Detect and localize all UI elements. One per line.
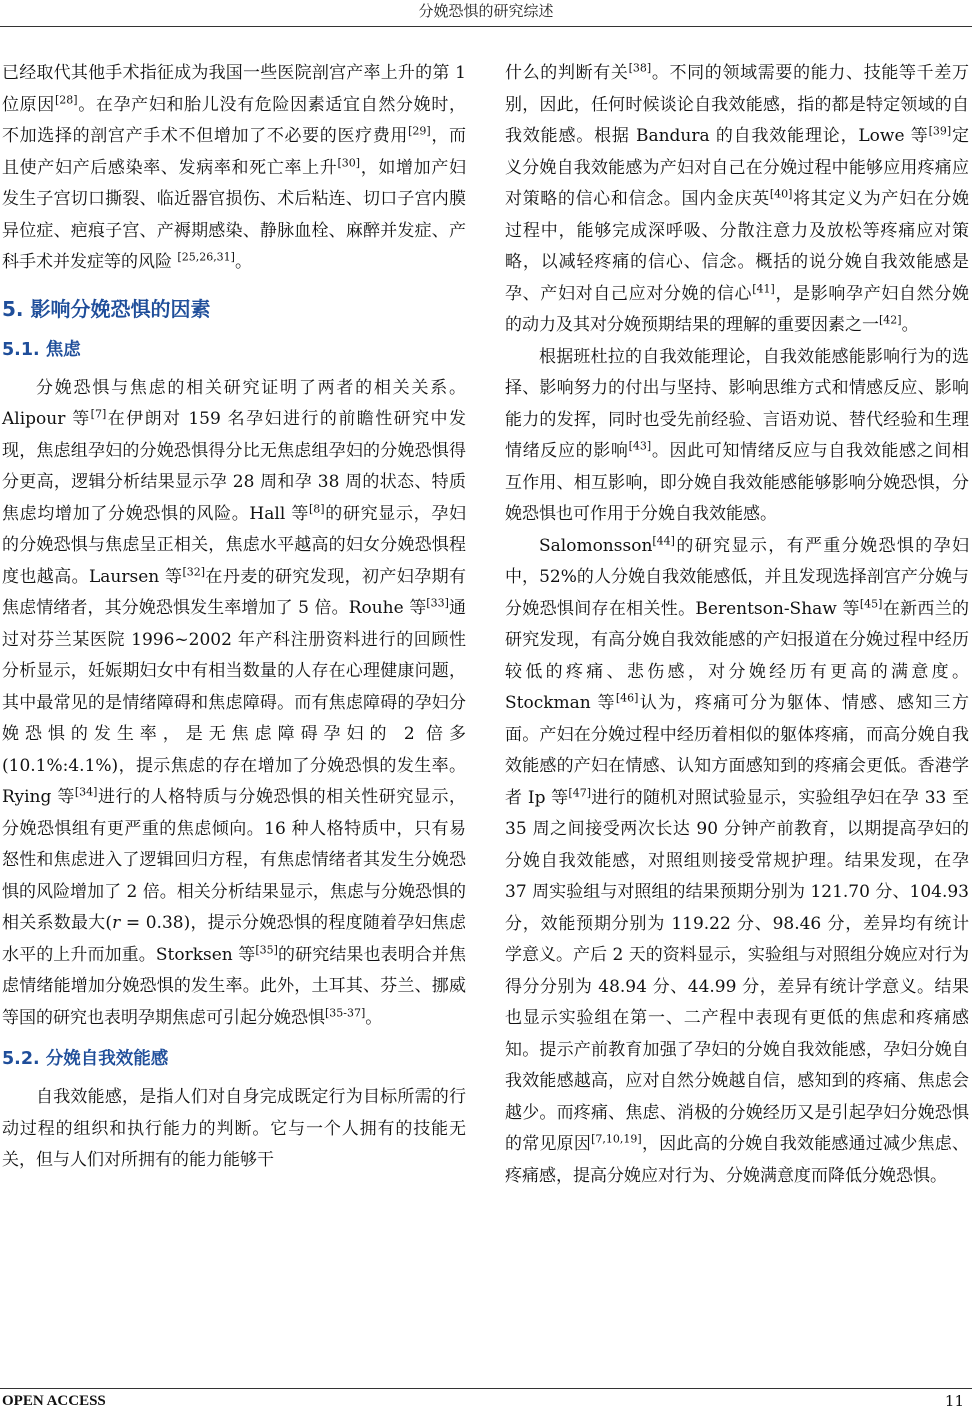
citation-ref: [38] <box>628 61 652 75</box>
citation-ref: [8] <box>309 501 325 515</box>
running-header <box>0 0 972 27</box>
citation-ref: [43] <box>628 439 652 453</box>
open-access-label: OPEN ACCESS <box>2 1393 106 1409</box>
text-run: ，因此高的分娩自我效能感通过减少焦虑、疼痛感，提高分娩应对行为、分娩满意度而降低分娩恐惧。 <box>505 1134 970 1186</box>
text-run: 。 <box>365 1007 383 1028</box>
text-run: 在伊朗对 159 名孕妇进行的前瞻性研究中发现，焦虑组孕妇的分娩恐惧得分比无焦虑组孕妇的分娩恐惧得分更高，逻辑分析结果显示孕 28 周和孕 38 周的状态、特质焦虑均增加了分娩恐惧的风险。Hall 等 <box>2 409 467 524</box>
citation-ref: [35-37] <box>325 1005 366 1019</box>
paragraph <box>505 342 969 531</box>
citation-ref: [7,10,19] <box>591 1132 642 1146</box>
text-run: = 0.38)，提示分娩恐惧的程度随着孕妇焦虑水平的上升而加重。Storksen 等 <box>2 913 466 965</box>
paragraph <box>505 58 969 342</box>
text-run: 根据班杜拉的自我效能理论，自我效能感能影响行为的选择、影响努力的付出与坚持、影响思维方式和情感反应、影响能力的发挥，同时也受先前经验、言语劝说、替代经验和生理情绪反应的影响 <box>505 346 969 461</box>
text-run: 认为，疼痛可分为躯体、情感、感知三方面。产妇在分娩过程中经历着相似的躯体疼痛，而高分娩自我效能感的产妇在情感、认知方面感知到的疼痛会更低。香港学者 Ip 等 <box>505 693 969 808</box>
text-run: 。 <box>901 315 919 335</box>
text-run: 将其定义为产妇在分娩过程中，能够完成深呼吸、分散注意力及放松等疼痛应对策略，以减轻疼痛的信心、信念。概括的说分娩自我效能感是孕、产妇对自己应对分娩的信心 <box>505 189 969 304</box>
paragraph <box>2 1082 466 1177</box>
page-number: 11 <box>944 1392 964 1410</box>
citation-ref: [42] <box>879 313 902 327</box>
citation-ref: [29] <box>408 124 431 138</box>
text-run: 的研究显示，有严重分娩恐惧的孕妇中，52%的人分娩自我效能感低，并且发现选择剖宫产分娩与分娩恐惧间存在相关性。Berentson-Shaw 等 <box>505 535 969 619</box>
text-run: Salomonsson <box>539 535 653 556</box>
text-run: 进行的人格特质与分娩恐惧的相关性研究显示，分娩恐惧组有更严重的焦虑倾向。16 种人格特质中，只有易怒性和焦虑进入了逻辑回归方程，有焦虑情绪者其发生分娩恐惧的风险增加了 2 倍。相关分析结果显示，焦虑与分娩恐惧的相关系数最大( <box>2 787 466 933</box>
citation-ref: [34] <box>74 785 98 799</box>
subsection-heading-5-1: 5.1. 焦虑 <box>2 339 81 360</box>
page-footer <box>0 1388 972 1412</box>
citation-ref: [46] <box>615 691 639 705</box>
journal-title: 分娩恐惧的研究综述 <box>418 2 554 20</box>
italic-symbol: r <box>112 913 121 933</box>
citation-ref: [44] <box>652 533 675 547</box>
citation-ref: [33] <box>426 596 449 610</box>
citation-ref: [40] <box>769 187 793 201</box>
text-run: 在丹麦的研究发现，初产妇孕期有焦虑情绪者，其分娩恐惧发生率增加了 5 倍。Rouhe 等 <box>2 566 467 618</box>
text-run: ，而且使产妇产后感染率、发病率和死亡率上升 <box>2 126 466 178</box>
text-run: 进行的随机对照试验显示，实验组孕妇在孕 33 至 35 周之间接受两次长达 90 分钟产前教育，以期提高孕妇的分娩自我效能感，对照组则接受常规护理。结果发现，在孕 37 周实验组与对照组的结果预期分别为 121.70 分、104.93 分，效能预期分别为 119.22 分、98.46 分，差异均有统计学意义。产后 2 天的资料显示，实验组与对照组分娩应对行为得分分别为 48.94 分、44.99 分，差异有统计学意义。结果也显示实验组在第一、二产程中表现有更低的焦虑和疼痛感知。提示产前教育加强了孕妇的分娩自我效能感，孕妇分娩自我效能感越高，应对自然分娩越自信，感知到的疼痛、焦虑会越少。而疼痛、焦虑、消极的分娩经历又是引起孕妇分娩恐惧的常见原因 <box>505 787 969 1154</box>
text-run: 通过对芬兰某医院 1996~2002 年产科注册资料进行的回顾性分析显示，妊娠期妇女中有相当数量的人存在心理健康问题，其中最常见的是情绪障碍和焦虑障碍。而有焦虑障碍的孕妇分娩恐惧的发生率，是无焦虑障碍孕妇的 2 倍多(10.1%:4.1%)，提示焦虑的存在增加了分娩恐惧的发生率。Rying 等 <box>2 598 466 807</box>
left-column <box>2 58 466 1177</box>
text-run: ，如增加产妇发生子宫切口撕裂、临近器官损伤、术后粘连、切口子宫内膜异位症、疤痕子宫、产褥期感染、静脉血栓、麻醉并发症、产科手术并发症等的风险 <box>2 157 466 272</box>
citation-ref: [28] <box>54 92 78 106</box>
citation-ref: [30] <box>337 155 361 169</box>
paragraph <box>2 58 466 279</box>
paragraph <box>505 531 969 1193</box>
text-run: ，是影响孕产妇自然分娩的动力及其对分娩预期结果的理解的重要因素之一 <box>505 283 969 335</box>
text-run: 。因此可知情绪反应与自我效能感之间相互作用、相互影响，即分娩自我效能感能够影响分娩恐惧，分娩恐惧也可作用于分娩自我效能感。 <box>505 441 969 524</box>
citation-ref: [41] <box>752 281 775 295</box>
text-run: 。 <box>234 252 252 272</box>
text-run: 已经取代其他手术指征成为我国一些医院剖宫产率上升的第 1 位原因 <box>2 63 466 115</box>
section-heading-5: 5. 影响分娩恐惧的因素 <box>2 296 211 321</box>
text-run: 定义分娩自我效能感为产妇对自己在分娩过程中能够应用疼痛应对策略的信心和信念。国内金庆英 <box>505 126 969 209</box>
subsection-heading-5-2: 5.2. 分娩自我效能感 <box>2 1049 169 1069</box>
text-run: 的研究结果也表明合并焦虑情绪能增加分娩恐惧的发生率。此外，土耳其、芬兰、挪威等国的研究也表明孕期焦虑可引起分娩恐惧 <box>2 944 466 1028</box>
text-run: 的研究显示，孕妇的分娩恐惧与焦虑呈正相关，焦虑水平越高的妇女分娩恐惧程度也越高。Laursen 等 <box>2 503 466 587</box>
text-run: 什么的判断有关 <box>505 63 629 83</box>
citation-ref: [45] <box>859 596 883 610</box>
citation-ref: [39] <box>928 124 952 138</box>
text-run: 自我效能感，是指人们对自身完成既定行为目标所需的行动过程的组织和执行能力的判断。它与一个人拥有的技能无关，但与人们对所拥有的能力能够干 <box>2 1087 466 1170</box>
text-run: 。不同的领域需要的能力、技能等千差万别，因此，任何时候谈论自我效能感，指的都是特定领域的自我效能感。根据 Bandura 的自我效能理论，Lowe 等 <box>505 63 969 146</box>
citation-ref: [32] <box>182 564 206 578</box>
citation-ref: [25,26,31] <box>177 250 235 264</box>
citation-ref: [47] <box>568 785 592 799</box>
paragraph <box>2 373 466 1035</box>
text-run: 在新西兰的研究发现，有高分娩自我效能感的产妇报道在分娩过程中经历较低的疼痛、悲伤感，对分娩经历有更高的满意度。Stockman 等 <box>505 598 970 713</box>
citation-ref: [35] <box>255 942 278 956</box>
citation-ref: [7] <box>90 407 107 421</box>
text-run: 分娩恐惧与焦虑的相关研究证明了两者的相关关系。Alipour 等 <box>2 377 466 429</box>
text-run: 。在孕产妇和胎儿没有危险因素适宜自然分娩时，不加选择的剖宫产手术不但增加了不必要的医疗费用 <box>2 94 466 146</box>
right-column <box>505 58 969 1192</box>
